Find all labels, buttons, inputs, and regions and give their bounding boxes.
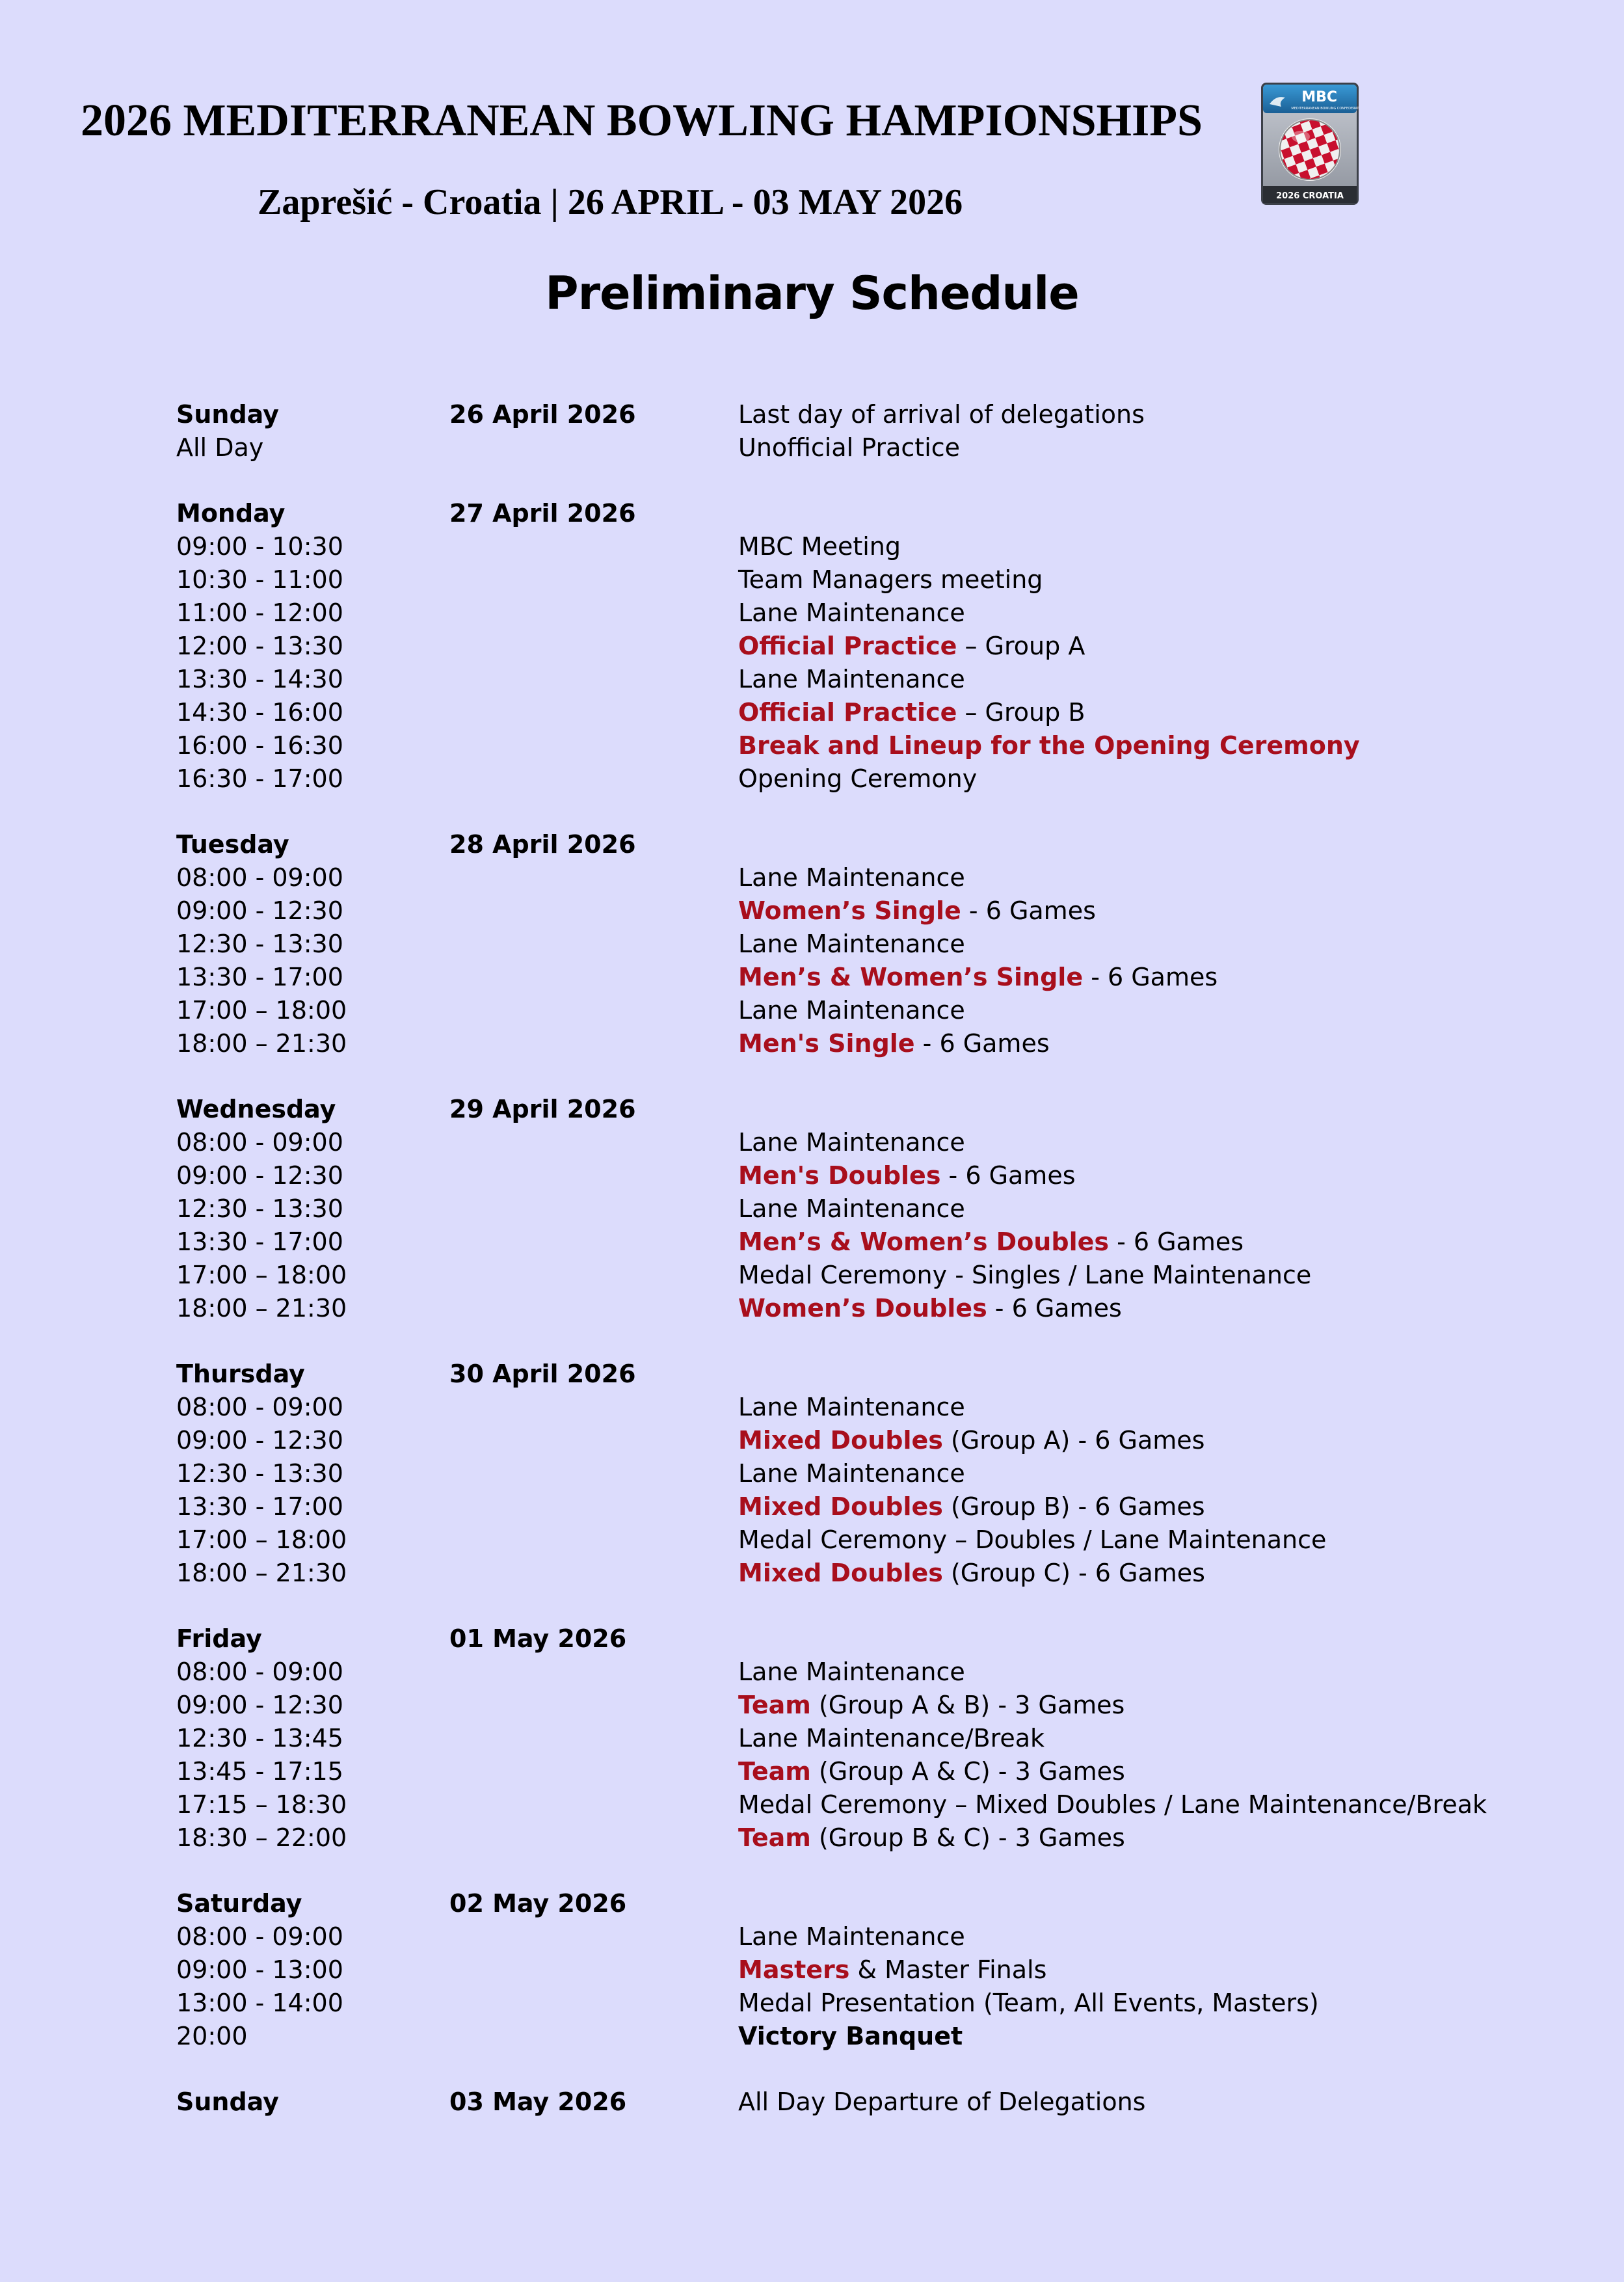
- event-segment: - 6 Games: [1083, 963, 1218, 991]
- event-text: [738, 2020, 963, 2053]
- schedule-row: [176, 1159, 1594, 1192]
- time-slot: 09:00 - 12:30: [176, 896, 343, 925]
- schedule-row: [176, 1027, 1594, 1060]
- schedule-row: [176, 530, 1594, 563]
- event-text: [738, 1159, 1076, 1192]
- event-segment: - 6 Games: [1108, 1228, 1244, 1256]
- championship-title: 2026 MEDITERRANEAN BOWLING HAMPIONSHIPS: [81, 96, 1203, 146]
- time-slot: 09:00 - 12:30: [176, 1691, 343, 1719]
- event-segment: Lane Maintenance: [738, 1194, 965, 1223]
- time-slot: 08:00 - 09:00: [176, 863, 343, 892]
- time-slot: 17:15 – 18:30: [176, 1790, 347, 1819]
- logo-mbc-text: MBC: [1301, 89, 1337, 105]
- event-segment: Medal Ceremony - Singles / Lane Maintenance: [738, 1261, 1312, 1289]
- schedule-row: [176, 1953, 1594, 1987]
- day-date: 28 April 2026: [449, 830, 636, 859]
- schedule-row: [176, 1821, 1594, 1855]
- time-slot: 12:00 - 13:30: [176, 632, 343, 660]
- time-slot: 11:00 - 12:00: [176, 598, 343, 627]
- event-segment: Lane Maintenance: [738, 863, 965, 892]
- event-highlight: Men’s & Women’s Doubles: [738, 1228, 1109, 1256]
- time-slot: 12:30 - 13:30: [176, 1459, 343, 1488]
- time-slot: 17:00 – 18:00: [176, 1525, 347, 1554]
- event-segment: - 6 Games: [987, 1294, 1122, 1322]
- event-text: [738, 1457, 965, 1490]
- event-text: [738, 1259, 1311, 1292]
- time-slot: 12:30 - 13:30: [176, 1194, 343, 1223]
- day-header-row: [176, 1093, 1594, 1126]
- schedule-row: [176, 928, 1594, 961]
- event-segment: Lane Maintenance: [738, 930, 965, 958]
- day-name: Monday: [176, 499, 286, 528]
- schedule-row: [176, 431, 1594, 464]
- event-text: [738, 1292, 1122, 1325]
- mbc-logo-graphic: [1260, 82, 1359, 206]
- logo-small-text: MEDITERRANEAN BOWLING CONFEDERATION: [1291, 107, 1359, 111]
- event-text: [738, 398, 1145, 431]
- schedule-row: [176, 1192, 1594, 1226]
- event-highlight: Women’s Single: [738, 896, 961, 925]
- event-text: [738, 1391, 965, 1424]
- logo-year-text: 2026 CROATIA: [1276, 191, 1344, 201]
- event-segment: Lane Maintenance: [738, 996, 965, 1025]
- time-slot: 13:30 - 14:30: [176, 665, 343, 693]
- event-highlight: Team: [738, 1757, 811, 1786]
- event-segment: All Day Departure of Delegations: [738, 2087, 1146, 2116]
- time-slot: 13:30 - 17:00: [176, 963, 343, 991]
- event-highlight: Official Practice: [738, 632, 957, 660]
- event-segment: Victory Banquet: [738, 2022, 963, 2050]
- event-text: [738, 1689, 1125, 1722]
- event-segment: - 6 Games: [940, 1161, 1076, 1190]
- day-name: Sunday: [176, 2087, 279, 2116]
- event-text: [738, 1722, 1045, 1755]
- event-text: [738, 1788, 1487, 1821]
- event-segment: Opening Ceremony: [738, 764, 978, 793]
- schedule-row: [176, 994, 1594, 1027]
- schedule-row: [176, 861, 1594, 894]
- event-segment: Lane Maintenance: [738, 1922, 965, 1951]
- event-segment: (Group A & B) - 3 Games: [810, 1691, 1125, 1719]
- event-text: [738, 630, 1085, 663]
- schedule-row: [176, 1722, 1594, 1755]
- time-slot: 09:00 - 13:00: [176, 1955, 343, 1984]
- event-text: [738, 928, 965, 961]
- schedule-row: [176, 961, 1594, 994]
- schedule-row: [176, 1391, 1594, 1424]
- event-text: [738, 1821, 1125, 1855]
- event-highlight: Team: [738, 1823, 811, 1852]
- event-segment: Medal Ceremony – Doubles / Lane Maintenance: [738, 1525, 1327, 1554]
- event-segment: Lane Maintenance: [738, 1128, 965, 1157]
- event-highlight: Men’s & Women’s Single: [738, 963, 1084, 991]
- event-segment: (Group B & C) - 3 Games: [810, 1823, 1125, 1852]
- event-segment: Last day of arrival of delegations: [738, 400, 1145, 429]
- day-header-row: [176, 2086, 1594, 2119]
- time-slot: 09:00 - 12:30: [176, 1426, 343, 1455]
- schedule-row: [176, 2020, 1594, 2053]
- event-highlight: Official Practice: [738, 698, 957, 727]
- event-segment: Medal Presentation (Team, All Events, Masters): [738, 1989, 1319, 2017]
- day-date: 27 April 2026: [449, 499, 636, 528]
- time-slot: 18:30 – 22:00: [176, 1823, 347, 1852]
- event-segment: - 6 Games: [914, 1029, 1050, 1058]
- schedule-row: [176, 1689, 1594, 1722]
- event-text: [738, 2086, 1145, 2119]
- time-slot: 08:00 - 09:00: [176, 1128, 343, 1157]
- event-text: [738, 1424, 1205, 1457]
- event-segment: Lane Maintenance: [738, 665, 965, 693]
- event-segment: (Group A) - 6 Games: [942, 1426, 1205, 1455]
- event-text: [738, 1953, 1046, 1987]
- event-text: [738, 1524, 1326, 1557]
- time-slot: 20:00: [176, 2022, 248, 2050]
- event-highlight: Men's Doubles: [738, 1161, 941, 1190]
- time-slot: 16:30 - 17:00: [176, 764, 343, 793]
- schedule-row: [176, 1424, 1594, 1457]
- event-segment: – Group A: [957, 632, 1085, 660]
- schedule-row: [176, 663, 1594, 696]
- event-segment: Team Managers meeting: [738, 565, 1043, 594]
- event-text: [738, 663, 965, 696]
- event-text: [738, 729, 1360, 762]
- schedule-row: [176, 1788, 1594, 1821]
- day-date: 01 May 2026: [449, 1624, 627, 1653]
- event-text: [738, 1126, 965, 1159]
- time-slot: 08:00 - 09:00: [176, 1658, 343, 1686]
- time-slot: 08:00 - 09:00: [176, 1393, 343, 1421]
- schedule-row: [176, 1557, 1594, 1590]
- time-slot: 12:30 - 13:45: [176, 1724, 343, 1752]
- event-text: [738, 1656, 965, 1689]
- day-date: 02 May 2026: [449, 1889, 627, 1918]
- event-segment: Lane Maintenance: [738, 1459, 965, 1488]
- time-slot: 13:30 - 17:00: [176, 1492, 343, 1521]
- schedule-row: [176, 1920, 1594, 1953]
- day-name: Wednesday: [176, 1095, 336, 1123]
- event-segment: Lane Maintenance: [738, 1393, 965, 1421]
- event-text: [738, 597, 965, 630]
- time-slot: 10:30 - 11:00: [176, 565, 343, 594]
- day-date: 29 April 2026: [449, 1095, 636, 1123]
- event-segment: Unofficial Practice: [738, 433, 961, 462]
- schedule-row: [176, 1524, 1594, 1557]
- time-slot: 09:00 - 10:30: [176, 532, 343, 561]
- day-name: Friday: [176, 1624, 262, 1653]
- page-title: Preliminary Schedule: [545, 267, 1079, 320]
- day-name: Tuesday: [176, 830, 289, 859]
- event-text: [738, 1920, 965, 1953]
- schedule-row: [176, 1755, 1594, 1788]
- event-highlight: Team: [738, 1691, 811, 1719]
- time-slot: 16:00 - 16:30: [176, 731, 343, 760]
- event-highlight: Mixed Doubles: [738, 1559, 943, 1587]
- time-slot: 18:00 – 21:30: [176, 1029, 347, 1058]
- event-highlight: Break and Lineup for the Opening Ceremony: [738, 731, 1360, 760]
- schedule-row: [176, 1292, 1594, 1325]
- time-slot: 17:00 – 18:00: [176, 1261, 347, 1289]
- time-slot: 17:00 – 18:00: [176, 996, 347, 1025]
- event-text: [738, 1226, 1244, 1259]
- event-text: [738, 1755, 1125, 1788]
- day-name: Sunday: [176, 400, 279, 429]
- time-slot: 13:00 - 14:00: [176, 1989, 343, 2017]
- event-text: [738, 1987, 1319, 2020]
- day-date: 30 April 2026: [449, 1360, 636, 1388]
- event-text: [738, 762, 977, 796]
- event-text: [738, 861, 965, 894]
- time-slot: 09:00 - 12:30: [176, 1161, 343, 1190]
- time-slot: 14:30 - 16:00: [176, 698, 343, 727]
- schedule-row: [176, 696, 1594, 729]
- time-slot: 13:30 - 17:00: [176, 1228, 343, 1256]
- event-segment: – Group B: [957, 698, 1085, 727]
- day-header-row: [176, 398, 1594, 431]
- schedule-row: [176, 1490, 1594, 1524]
- time-slot: 18:00 – 21:30: [176, 1294, 347, 1322]
- event-segment: Medal Ceremony – Mixed Doubles / Lane Maintenance/Break: [738, 1790, 1487, 1819]
- schedule-row: [176, 1126, 1594, 1159]
- schedule-row: [176, 630, 1594, 663]
- event-text: [738, 994, 965, 1027]
- event-text: [738, 530, 901, 563]
- mbc-logo: [1260, 82, 1359, 206]
- schedule-row: [176, 1457, 1594, 1490]
- event-segment: - 6 Games: [961, 896, 1096, 925]
- location-dates: Zaprešić - Croatia | 26 APRIL - 03 MAY 2026: [258, 182, 963, 222]
- day-header-row: [176, 497, 1594, 530]
- event-segment: Lane Maintenance: [738, 1658, 965, 1686]
- schedule-row: [176, 894, 1594, 928]
- event-text: [738, 696, 1085, 729]
- day-name: Saturday: [176, 1889, 302, 1918]
- event-segment: (Group C) - 6 Games: [942, 1559, 1205, 1587]
- schedule-row: [176, 1226, 1594, 1259]
- time-slot: 12:30 - 13:30: [176, 930, 343, 958]
- event-segment: (Group B) - 6 Games: [942, 1492, 1205, 1521]
- schedule-row: [176, 563, 1594, 597]
- event-highlight: Mixed Doubles: [738, 1426, 943, 1455]
- schedule-row: [176, 1987, 1594, 2020]
- event-highlight: Women’s Doubles: [738, 1294, 987, 1322]
- day-date: 03 May 2026: [449, 2087, 627, 2116]
- day-header-row: [176, 1622, 1594, 1656]
- schedule-row: [176, 729, 1594, 762]
- schedule-row: [176, 1656, 1594, 1689]
- event-text: [738, 1490, 1205, 1524]
- event-segment: MBC Meeting: [738, 532, 901, 561]
- day-header-row: [176, 1887, 1594, 1920]
- day-name: Thursday: [176, 1360, 305, 1388]
- event-text: [738, 961, 1218, 994]
- day-header-row: [176, 828, 1594, 861]
- event-highlight: Masters: [738, 1955, 850, 1984]
- event-highlight: Men's Single: [738, 1029, 915, 1058]
- event-text: [738, 1557, 1205, 1590]
- day-header-row: [176, 1358, 1594, 1391]
- day-date: 26 April 2026: [449, 400, 636, 429]
- schedule-row: [176, 1259, 1594, 1292]
- schedule-row: [176, 762, 1594, 796]
- time-slot: 08:00 - 09:00: [176, 1922, 343, 1951]
- schedule-row: [176, 597, 1594, 630]
- event-text: [738, 563, 1043, 597]
- event-text: [738, 431, 960, 464]
- event-text: [738, 1027, 1050, 1060]
- event-segment: Lane Maintenance: [738, 598, 965, 627]
- event-text: [738, 894, 1096, 928]
- event-text: [738, 1192, 965, 1226]
- time-slot: 13:45 - 17:15: [176, 1757, 343, 1786]
- event-highlight: Mixed Doubles: [738, 1492, 943, 1521]
- schedule-table: [176, 398, 1594, 2119]
- event-segment: (Group A & C) - 3 Games: [810, 1757, 1125, 1786]
- time-slot: All Day: [176, 433, 264, 462]
- time-slot: 18:00 – 21:30: [176, 1559, 347, 1587]
- event-segment: Lane Maintenance/Break: [738, 1724, 1045, 1752]
- event-segment: & Master Finals: [849, 1955, 1047, 1984]
